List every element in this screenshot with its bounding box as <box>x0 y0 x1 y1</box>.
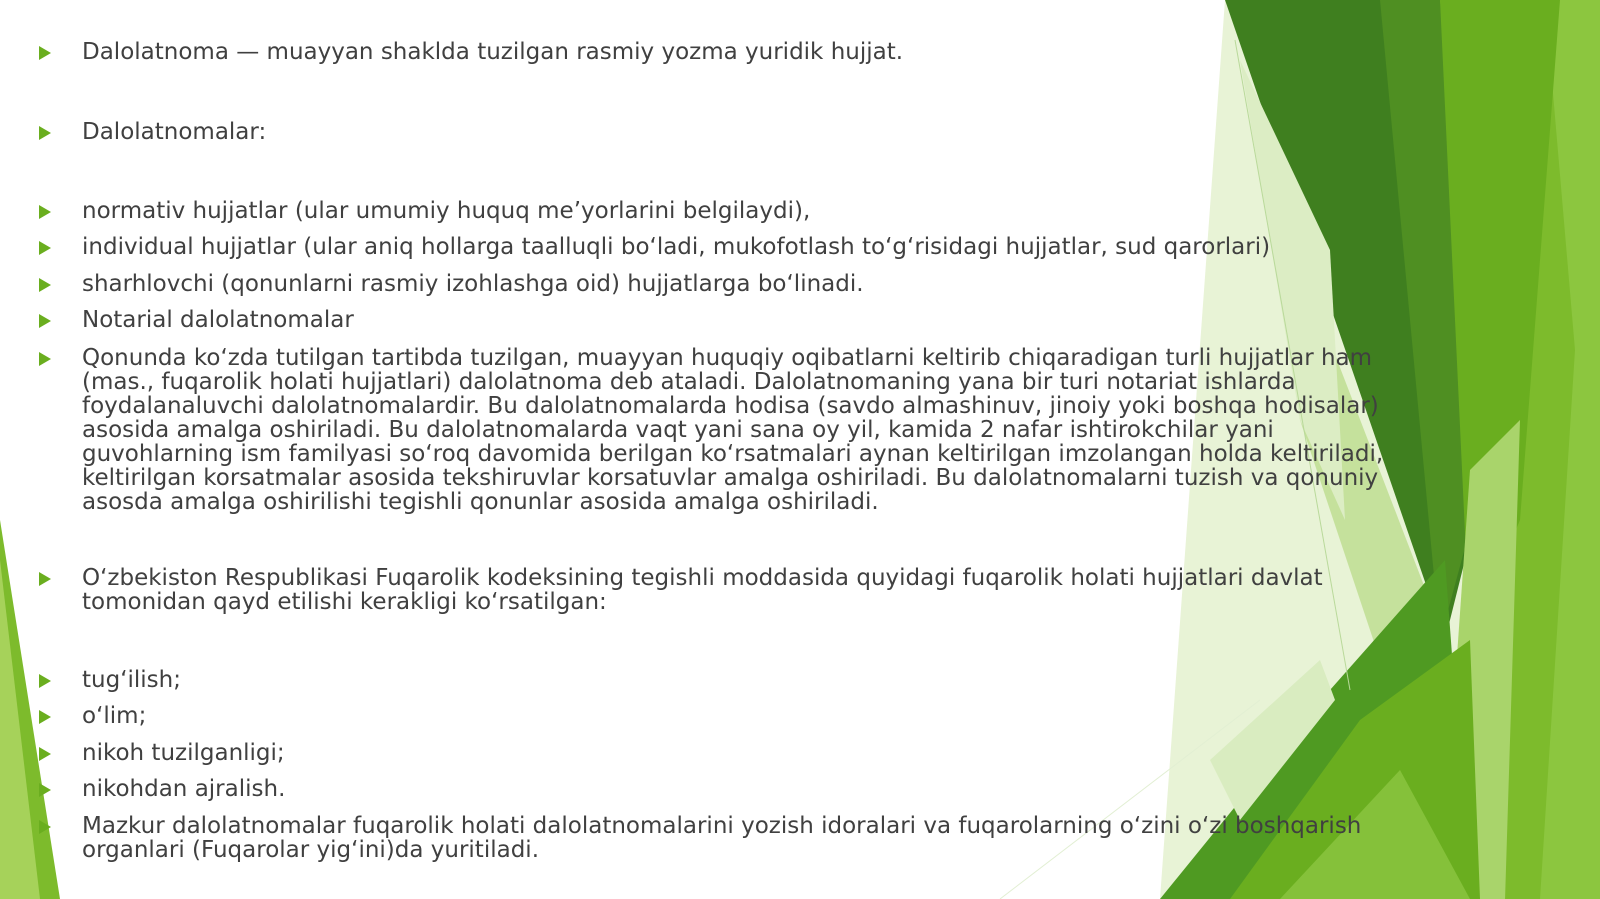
bullet-arrow-icon <box>39 674 51 688</box>
bullet-text: nikoh tuzilganligi; <box>82 740 285 766</box>
bullet-text: tug‘ilish; <box>82 667 181 693</box>
bullet-arrow-icon <box>39 820 51 834</box>
bullet-text: Mazkur dalolatnomalar fuqarolik holati dalolatnomalarini yozish idoralari va fuqarolarning o‘zini o‘zi boshqarish organlari (Fuqarolar yig‘ini)da yuritiladi. <box>82 813 1362 863</box>
bullet-arrow-icon <box>39 241 51 255</box>
bullet-text: nikohdan ajralish. <box>82 776 286 802</box>
bullet-arrow-icon <box>39 352 51 366</box>
bullet-arrow-icon <box>39 126 51 140</box>
bullet-text: Dalolatnomalar: <box>82 119 267 145</box>
bullet-arrow-icon <box>39 205 51 219</box>
bullet-text: individual hujjatlar (ular aniq hollarga taalluqli bo‘ladi, mukofotlash to‘g‘risidagi hujjatlar, sud qarorlari) <box>82 234 1271 260</box>
bullet-text: Qonunda ko‘zda tutilgan tartibda tuzilgan, muayyan huquqiy oqibatlarni keltirib chiqaradigan turli hujjatlar ham (mas., fuqarolik holati hujjatlari) dalolatnoma deb ataladi. Dalolatnomaning yana bir turi notariat ishlarda foydalanaluvchi dalolatnomalardir. Bu dalolatnomalarda hodisa (savdo almashinuv, jinoiy yoki boshqa hodisalar) asosida amalga oshiriladi. Bu dalolatnomalarda vaqt yani sana oy yil, kamida 2 nafar ishtirokchilar yani guvohlarning ism familyasi so‘roq davomida berilgan ko‘rsatmalari aynan keltirilgan imzolangan holda keltiriladi, keltirilgan korsatmalar asosida tekshiruvlar korsatuvlar amalga oshiriladi. Bu dalolatnomalarni tuzish va qonuniy asosda amalga oshirilishi tegishli qonunlar asosida amalga oshiriladi. <box>82 345 1384 515</box>
bullet-text: sharhlovchi (qonunlarni rasmiy izohlashga oid) hujjatlarga bo‘linadi. <box>82 271 864 297</box>
bullet-arrow-icon <box>39 747 51 761</box>
bullet-text: Notarial dalolatnomalar <box>82 307 354 333</box>
bullet-arrow-icon <box>39 278 51 292</box>
bullet-text: O‘zbekiston Respublikasi Fuqarolik kodeksining tegishli moddasida quyidagi fuqarolik holati hujjatlari davlat tomonidan qayd etilishi kerakligi ko‘rsatilgan: <box>82 565 1323 615</box>
bullet-arrow-icon <box>39 710 51 724</box>
bullet-arrow-icon <box>39 314 51 328</box>
bullet-text: Dalolatnoma — muayyan shaklda tuzilgan rasmiy yozma yuridik hujjat. <box>82 39 904 65</box>
bullet-text: normativ hujjatlar (ular umumiy huquq me’yorlarini belgilaydi), <box>82 198 811 224</box>
bullet-text: o‘lim; <box>82 703 147 729</box>
bullet-arrow-icon <box>39 46 51 60</box>
bullet-arrow-icon <box>39 783 51 797</box>
bullet-arrow-icon <box>39 572 51 586</box>
